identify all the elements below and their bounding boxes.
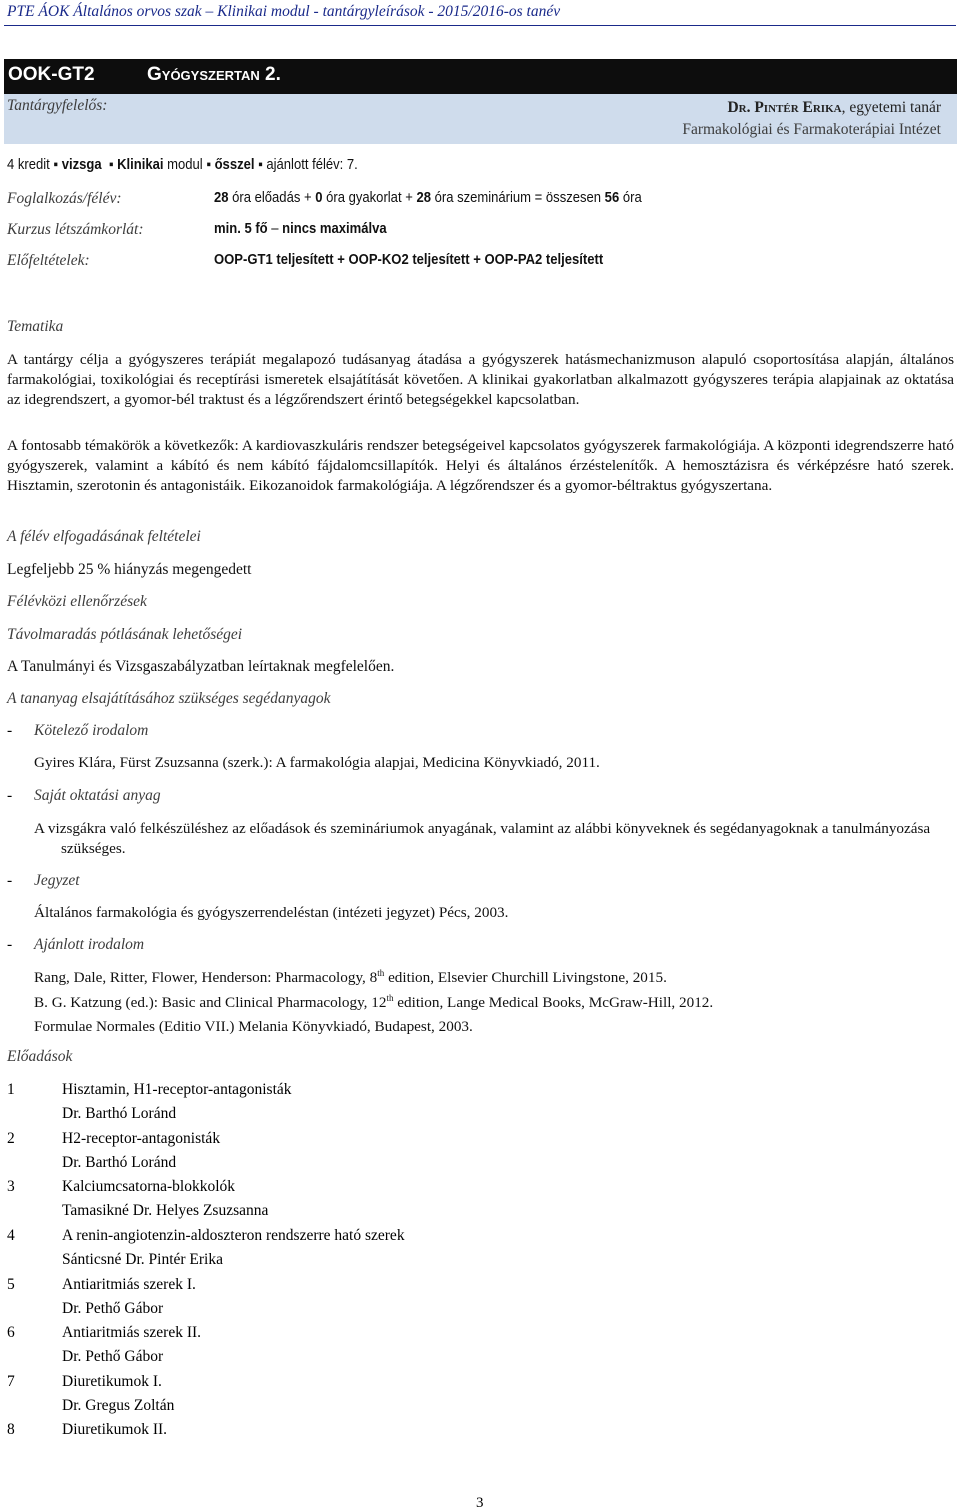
- lecture-title: Antiaritmiás szerek I.: [62, 1276, 196, 1293]
- lecture-lecturer: Dr. Barthó Loránd: [62, 1105, 177, 1122]
- makeup-text: A Tanulmányi és Vizsgaszabályzatban leírtaknak megfelelően.: [7, 658, 395, 675]
- running-header-rule: [4, 25, 956, 26]
- hours-text-2: óra gyakorlat +: [322, 190, 417, 206]
- conditions-text: Legfeljebb 25 % hiányzás megengedett: [7, 561, 252, 578]
- lecture-number: 2: [7, 1130, 15, 1147]
- responsible-position: , egyetemi tanár: [841, 99, 941, 116]
- lecture-lecturer: Dr. Barthó Loránd: [62, 1154, 177, 1171]
- capacity-min: min. 5 fő: [214, 221, 268, 237]
- lecture-lecturer: Tamasikné Dr. Helyes Zsuzsanna: [62, 1202, 269, 1219]
- conditions-heading: A félév elfogadásának feltételei: [7, 528, 201, 545]
- rec2-text-b: edition, Lange Medical Books, McGraw-Hill, 2012.: [393, 994, 714, 1011]
- lecture-title: Diuretikumok I.: [62, 1373, 162, 1390]
- own-material-text: A vizsgákra való felkészüléshez az előadások és szemináriumok anyagának, valamint az alábbi könyveknek és segédanyagoknak a tanulmányozása szükséges.: [34, 820, 931, 857]
- hours-lecture: 28: [214, 190, 229, 206]
- running-header: PTE ÁOK Általános orvos szak – Klinikai modul - tantárgyleírások - 2015/2016-os tanév: [7, 3, 561, 20]
- responsible-person: [727, 99, 941, 117]
- hours-text-3: óra szeminárium = összesen: [430, 190, 605, 206]
- lecture-title: Kalciumcsatorna-blokkolók: [62, 1178, 236, 1195]
- lecture-lecturer: Dr. Gregus Zoltán: [62, 1397, 175, 1414]
- lecture-number: 8: [7, 1421, 15, 1438]
- lecture-number: 6: [7, 1324, 15, 1341]
- rec2-text-a: B. G. Katzung (ed.): Basic and Clinical Pharmacology, 12: [34, 994, 387, 1011]
- bullet-dash: -: [7, 722, 13, 739]
- lecture-title: Hisztamin, H1-receptor-antagonisták: [62, 1081, 292, 1098]
- rec1-text-b: edition, Elsevier Churchill Livingstone, 2015.: [384, 969, 667, 986]
- notes-text: Általános farmakológia és gyógyszerrendeléstan (intézeti jegyzet) Pécs, 2003.: [34, 904, 509, 921]
- responsible-institute: Farmakológiai és Farmakoterápiai Intézet: [682, 121, 941, 138]
- tematika-heading: Tematika: [7, 318, 64, 335]
- lecture-number: 1: [7, 1081, 15, 1098]
- recommended-item-1: [34, 968, 667, 987]
- mandatory-label: Kötelező irodalom: [34, 722, 149, 739]
- course-meta-line: [7, 157, 358, 173]
- meta-recommended: ajánlott félév: 7.: [266, 157, 358, 173]
- tematika-paragraph-2: A fontosabb témakörök a következők: A kardiovaszkuláris rendszer betegségeivel kapcsolatos gyógyszerek farmakológiája. A központi idegrendszerre ható gyógyszerek, valamint a kábító és nem kábító fájdalomcsillapítók. Helyi és általános érzéstelenítők. A hemosztázisra és vérképzésre ható szerek. Hisztamin, szerotonin és antagonistáik. Eikozanoidok farmakológiája. A légzőrendszer és a gyomor-béltraktus gyógyszertana.: [7, 437, 954, 494]
- meta-semester: ősszel: [214, 157, 255, 173]
- lecture-number: 7: [7, 1373, 15, 1390]
- recommended-label: Ajánlott irodalom: [34, 936, 145, 953]
- row-value-hours: [214, 190, 642, 206]
- lecture-number: 4: [7, 1227, 15, 1244]
- lecture-title: Antiaritmiás szerek II.: [62, 1324, 202, 1341]
- recommended-item-3: Formulae Normales (Editio VII.) Melania Könyvkiadó, Budapest, 2003.: [34, 1018, 473, 1035]
- hours-seminar: 28: [416, 190, 431, 206]
- meta-sep: ▪: [258, 157, 263, 173]
- responsible-name: Dr. Pintér Erika: [727, 99, 842, 116]
- lecture-lecturer: Sánticsné Dr. Pintér Erika: [62, 1251, 223, 1268]
- meta-sep: ▪: [206, 157, 211, 173]
- course-code: OOK-GT2: [8, 64, 95, 85]
- row-label-hours: Foglalkozás/félév:: [7, 190, 122, 207]
- bullet-dash: -: [7, 936, 13, 953]
- bullet-dash: -: [7, 787, 13, 804]
- meta-sep: ▪: [53, 157, 59, 173]
- meta-module: Klinikai: [117, 157, 164, 173]
- meta-exam: vizsga: [61, 157, 102, 173]
- lecture-title: H2-receptor-antagonisták: [62, 1130, 221, 1147]
- midterm-heading: Félévközi ellenőrzések: [7, 593, 147, 610]
- row-label-prereq: Előfeltételek:: [7, 252, 90, 269]
- lecture-number: 5: [7, 1276, 15, 1293]
- capacity-max: nincs maximálva: [282, 221, 387, 237]
- recommended-item-2: [34, 993, 713, 1012]
- prereq-text: OOP-GT1 teljesített + OOP-KO2 teljesített + OOP-PA2 teljesített: [214, 252, 604, 268]
- row-value-prereq: [214, 252, 603, 268]
- rec1-sup: th: [377, 968, 385, 978]
- lectures-heading: Előadások: [7, 1048, 73, 1065]
- course-title: Gyógyszertan 2.: [147, 64, 281, 85]
- meta-credits: 4 kredit: [7, 157, 50, 173]
- hours-text-1: óra előadás +: [228, 190, 316, 206]
- makeup-heading: Távolmaradás pótlásának lehetőségei: [7, 626, 243, 643]
- lecture-number: 3: [7, 1178, 15, 1195]
- hours-text-4: óra: [619, 190, 642, 206]
- hours-practice: 0: [315, 190, 323, 206]
- lecture-lecturer: Dr. Pethő Gábor: [62, 1348, 164, 1365]
- tematika-paragraph-1: A tantárgy célja a gyógyszeres terápiát megalapozó tudásanyag átadása a gyógyszerek hatásmechanizmuson alapuló csoportosítása alapján, általános farmakológiai, toxikológiai és receptírási ismeretek elsajátítását követően. A klinikai gyakorlatban alkalmazott gyógyszeres terápia alapjainak az oktatása az idegrendszert, a gyomor-bél traktust és a légzőrendszert érintő betegségekkel kapcsolatban.: [7, 351, 954, 408]
- lecture-title: A renin-angiotenzin-aldoszteron rendszerre ható szerek: [62, 1227, 405, 1244]
- row-value-capacity: [214, 221, 387, 237]
- own-material-label: Saját oktatási anyag: [34, 787, 161, 804]
- hours-total: 56: [604, 190, 620, 206]
- lecture-lecturer: Dr. Pethő Gábor: [62, 1300, 164, 1317]
- mandatory-text: Gyires Klára, Fürst Zsuzsanna (szerk.): A farmakológia alapjai, Medicina Könyvkiadó, 2011.: [34, 754, 600, 771]
- capacity-dash: –: [267, 221, 283, 237]
- notes-label: Jegyzet: [34, 872, 80, 889]
- materials-heading: A tananyag elsajátításához szükséges segédanyagok: [7, 690, 331, 707]
- meta-module-word: modul: [167, 157, 203, 173]
- page-number: 3: [476, 1495, 484, 1511]
- rec2-sup: th: [386, 993, 394, 1003]
- row-label-capacity: Kurzus létszámkorlát:: [7, 221, 144, 238]
- responsible-label: Tantárgyfelelős:: [7, 97, 108, 114]
- rec1-text-a: Rang, Dale, Ritter, Flower, Henderson: Pharmacology, 8: [34, 969, 378, 986]
- meta-sep: ▪: [108, 157, 114, 173]
- bullet-dash: -: [7, 872, 13, 889]
- lecture-title: Diuretikumok II.: [62, 1421, 168, 1438]
